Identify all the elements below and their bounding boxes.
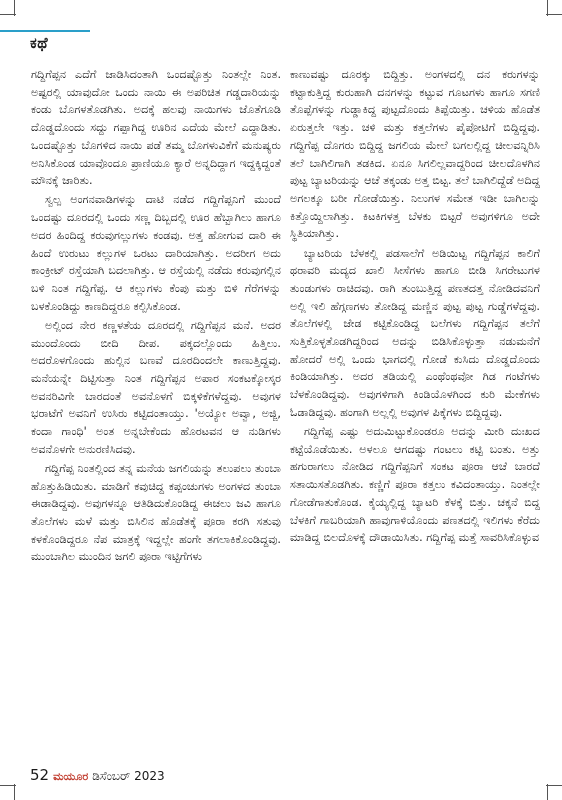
- paragraph: ಗದ್ದಿಗೆಪ್ಪನ ಎದೆಗೆ ಜಾಡಿಸಿದಂತಾಗಿ ಒಂದಷ್ಟೊತ್ತು ನಿಂತಲ್ಲೇ ನಿಂತ. ಅಷ್ಟರಲ್ಲಿ ಯಾವುದೋ ಒಂದು ನಾಯಿ ಈ ಅಪರಿಚಿತ ಗಡ್ಡದಾರಿಯನ್ನು ಕಂಡು ಬೊಗಳತೊಡಗಿತು. ಅದಕ್ಕೆ ಹಲವು ನಾಯಿಗಳು ಜೊತೆಗೂಡಿ ದೊಡ್ಡದೊಂದು ಸದ್ದು ಗಪ್ಪಾಗಿದ್ದ ಊರಿನ ಎದೆಯ ಮೇಲೆ ಎದ್ದಾಡಿತು. ಒಂದಷ್ಟೊತ್ತು ಬೊಗಳಿದ ನಾಯಿ ಪಡೆ ತಮ್ಮ ಬೊಗಳುವಿಕೆಗೆ ಮನುಷ್ಯರು ಅನಿಸಿಕೊಂಡ ಯಾವೊಂದೂ ಪ್ರಾಣಿಯೂ ಕ್ಯಾರೆ ಅನ್ನದಿದ್ದಾಗ ಇದ್ದಕ್ಕಿದ್ದಂತೆ ಮೌನಕ್ಕೆ ಜಾರಿತು.: [31, 68, 281, 188]
- paragraph: ಗದ್ದಿಗೆಪ್ಪ ಎಷ್ಟು ಅದುಮಿಟ್ಟುಕೊಂಡರೂ ಅದನ್ನು ಮೀರಿ ದುಃಖದ ಕಟ್ಟೆಯೊಡೆಯಿತು. ಅಳಲೂ ಆಗದಷ್ಟು ಗಂಟಲು ಕಟ್ಟಿ ಬಂತು. ಅತ್ತು ಹಗುರಾಗಲು ನೋಡಿದ ಗದ್ದಿಗೆಪ್ಪನಿಗೆ ಸಂಕಟ ಪೂರಾ ಆಚೆ ಬಾರದೆ ಸತಾಯಿಸತೊಡಗಿತು. ಕಣ್ಣಿಗೆ ಪೂರಾ ಕತ್ತಲು ಕವಿದಂತಾಯ್ತು. ನಿಂತಲ್ಲೇ ಗೋಡೆಗಾತುಕೊಂಡ. ಕೈಯ್ಯಲ್ಲಿದ್ದ ಬ್ಯಾಟರಿ ಕೆಳಕ್ಕೆ ಬಿತ್ತು. ಚಕ್ಕನೆ ಬಿದ್ದ ಬೆಳಕಿಗೆ ಗಾಬರಿಯಾಗಿ ಹಾವುಗಾಳಿಯೊಂದು ಪಣತದಲ್ಲಿ ಇಲಿಗಳು ಕೆರೆದು ಮಾಡಿದ್ದ ಬಿಲದೊಳಕ್ಕೆ ದೌಡಾಯಿಸಿತು. ಗದ್ದಿಗೆಪ್ಪ ಮತ್ತೆ ಸಾವರಿಸಿಕೊಳ್ಳುವ: [290, 425, 540, 545]
- page-footer: [30, 766, 165, 784]
- paragraph: ಅಲ್ಲಿಂದ ನೇರ ಕಣ್ಣಳತೆಯ ದೂರದಲ್ಲಿ ಗದ್ದಿಗೆಪ್ಪನ ಮನೆ. ಅದರ ಮುಂದೊಂದು ಬೀದಿ ದೀಪ. ಪಕ್ಕದಲ್ಲೊಂದು ಹಿತ್ತಿಲು. ಅದರೊಳಗೊಂದು ಹುಲ್ಲಿನ ಬಣವೆ ದೂರದಿಂದಲೇ ಕಾಣುತ್ತಿದ್ದವು. ಮನೆಯನ್ನೇ ದಿಟ್ಟಿಸುತ್ತಾ ನಿಂತ ಗದ್ದಿಗೆಪ್ಪನ ಅಪಾರ ಸಂಕಟಕ್ಕೋಸ್ಕರ ಅವನರಿವಿಗೇ ಬಾರದಂತೆ ಅವನೊಳಗೆ ಬಿಕ್ಕಳಿಕೆಗಳೆದ್ದವು. ಅವುಗಳ ಭರಾಟೆಗೆ ಅವನಿಗೆ ಉಸಿರು ಕಟ್ಟಿದಂತಾಯ್ತು. 'ಅಯ್ಯೋ ಅವ್ವಾ, ಅಜ್ಜಿ, ಕಂದಾ ಗಾಂಧಿ' ಅಂತ ಅನ್ನಬೇಕೆಂದು ಹೊರಟವನ ಆ ನುಡಿಗಳು ಅವನೊಳಗೇ ಅನುರಣಿಸಿದವು.: [31, 318, 281, 456]
- paragraph: ಬ್ಯಾಟರಿಯ ಬೆಳಕಲ್ಲಿ ಪಡಸಾಲೆಗೆ ಅಡಿಯಿಟ್ಟ ಗದ್ದಿಗೆಪ್ಪನ ಕಾಲಿಗೆ ಥರಾವರಿ ಮದ್ಯದ ಖಾಲಿ ಸೀಸೆಗಳು ಹಾಗೂ ಬೀಡಿ ಸಿಗರೇಟುಗಳ ತುಂಡುಗಳು ರಾಚಿದವು. ರಾಗಿ ತುಂಬುತ್ತಿದ್ದ ಪಣತದತ್ತ ನೋಡಿದವನಿಗೆ ಅಲ್ಲಿ ಇಲಿ ಹೆಗ್ಗಣಗಳು ತೋಡಿದ್ದ ಮಣ್ಣಿನ ಪುಟ್ಟ ಪುಟ್ಟ ಗುಡ್ಡೆಗಳೆದ್ದವು. ತೊಲೆಗಳಲ್ಲಿ ಜೇಡ ಕಟ್ಟಿಕೊಂಡಿದ್ದ ಬಲೆಗಳು ಗದ್ದಿಗೆಪ್ಪನ ತಲೆಗೆ ಸುತ್ತಿಕೊಳ್ಳತೊಡಗಿದ್ದರಿಂದ ಅದನ್ನು ಬಿಡಿಸಿಕೊಳ್ಳುತ್ತಾ ನಡುಮನೆಗೆ ಹೋದರೆ ಅಲ್ಲಿ ಒಂದು ಭಾಗದಲ್ಲಿ ಗೋಡೆ ಕುಸಿದು ದೊಡ್ಡದೊಂದು ಕಿಂಡಿಯಾಗಿತ್ತು. ಅದರ ತಡಿಯಲ್ಲಿ ಎಂಥೆಂಥವೋ ಗಿಡ ಗಂಟೆಗಳು ಬೆಳಕೊಂಡಿದ್ದವು. ಅವುಗಳಿಗಾಗಿ ಕಿಂಡಿಯೊಳಗಿಂದ ಕುರಿ ಮೇಕೆಗಳು ಓಡಾಡಿದ್ದವು. ಹಂಗಾಗಿ ಅಲ್ಲಲ್ಲಿ ಅವುಗಳ ಪಿಕ್ಕೆಗಳು ಬಿದ್ದಿದ್ದವು.: [290, 246, 540, 419]
- page-number: 52: [30, 766, 50, 784]
- magazine-name: ಮಯೂರ: [53, 770, 89, 783]
- paragraph: ಕಾಣುವಷ್ಟು ದೂರಕ್ಕು ಬಿದ್ದಿತ್ತು. ಅಂಗಳದಲ್ಲಿ ದನ ಕರುಗಳನ್ನು ಕಟ್ಟಾಕುತ್ತಿದ್ದ ಕುರುಹಾಗಿ ದನಗಳನ್ನು ಕಟ್ಟುವ ಗೂಟಗಳು ಹಾಗೂ ಸಗಣಿ ತೊಪ್ಪೆಗಳನ್ನು ಗುಡ್ಡಾಕಿದ್ದ ಪುಟ್ಟದೊಂದು ತಿಪ್ಪೆಯಿತ್ತು. ಚಳಿಯ ಹೊಡೆತ ಏರುತ್ತಲೇ ಇತ್ತು. ಚಳಿ ಮತ್ತು ಕತ್ತಲೆಗಳು ಪೈಪೋಟಿಗೆ ಬಿದ್ದಿದ್ದವು. ಗದ್ದಿಗೆಪ್ಪ ದೊಗರು ಬಿದ್ದಿದ್ದ ಜಗಲಿಯ ಮೇಲೆ ಬಗಲಲ್ಲಿದ್ದ ಚೀಲವನ್ನಿರಿಸಿ ತಲೆ ಬಾಗಿಲಿಗಾಗಿ ತಡಕಿದ. ಏನೂ ಸಿಗಲಿಲ್ಲವಾದ್ದರಿಂದ ಚೀಲದೊಳಗಿನ ಪುಟ್ಟ ಬ್ಯಾಟರಿಯನ್ನು ಆಚೆ ತಕ್ಕಂಡು ಅತ್ತ ಬಿಟ್ಟ. ತಲೆ ಬಾಗಿಲಿದ್ದೆಡೆ ಅದಿದ್ದ ಅಗಲಕ್ಕೂ ಬರೀ ಗೋಡೆಯಿತ್ತು. ನಿಲುಗಳ ಸಮೇತ ಇಡೀ ಬಾಗಿಲನ್ನು ಕಿತ್ತೊಯ್ದಿಲಾಗಿತ್ತು. ಕಿಟಕಿಗಳತ್ತ ಬೆಳಕು ಬಿಟ್ಟರೆ ಅವುಗಳಿಗೂ ಅದೇ ಸ್ಥಿತಿಯಾಗಿತ್ತು.: [290, 68, 540, 241]
- paragraph: ಗದ್ದಿಗೆಪ್ಪ ನಿಂತಲ್ಲಿಂದ ತನ್ನ ಮನೆಯ ಜಗಲಿಯನ್ನು ತಲುಪಲು ತುಂಬಾ ಹೊತ್ತುಹಿಡಿಯಿತು. ಮಾಡಿಗೆ ಕವುಚಿದ್ದ ಕಪ್ಪಂಚುಗಳು ಅಂಗಳದ ತುಂಬಾ ಈಡಾಡಿದ್ದವು. ಅವುಗಳನ್ನೂ ಆತಿಡಿದುಕೊಂಡಿದ್ದ ಈಚಲು ಜವಿ ಹಾಗೂ ತೊಲೆಗಳು ಮಳೆ ಮತ್ತು ಬಿಸಿಲಿನ ಹೊಡೆತಕ್ಕೆ ಪೂರಾ ಕರಗಿ ಸತುವು ಕಳಕೊಂಡಿದ್ದರೂ ನೆಪ ಮಾತ್ರಕ್ಕೆ ಇದ್ದಲ್ಲೇ ಹಂಗೇ ತಗಲಾಕಿಕೊಂಡಿದ್ದವು. ಮುಂಬಾಗಿಲ ಮುಂದಿನ ಜಗಲಿ ಪೂರಾ ಇಟ್ಟಿಗೆಗಳು: [31, 461, 281, 564]
- issue-date: ಡಿಸೆಂಬರ್ 2023: [92, 769, 165, 783]
- right-column: [290, 66, 540, 766]
- left-column: [31, 66, 281, 766]
- section-rule: [0, 30, 90, 32]
- section-title: ಕಥೆ: [30, 34, 49, 52]
- paragraph: ಸ್ವಲ್ಪ ಅಂಗನವಾಡಿಗಳನ್ನು ದಾಟಿ ನಡೆದ ಗದ್ದಿಗೆಪ್ಪನಿಗೆ ಮುಂದೆ ಒಂದಷ್ಟು ದೂರದಲ್ಲಿ ಒಂದು ಸಣ್ಣ ದಿಬ್ಬದಲ್ಲಿ ಊರ ಹೆಬ್ಬಾಗಿಲು ಹಾಗೂ ಅದರ ಹಿಂದಿದ್ದ ಕರುವುಗಲ್ಲುಗಳು ಕಂಡವು. ಅತ್ತ ಹೋಗುವ ದಾರಿ ಈ ಹಿಂದೆ ಉರುಟು ಕಲ್ಲುಗಳ ಒರಟು ದಾರಿಯಾಗಿತ್ತು. ಅದರೀಗ ಅದು ಕಾಂಕ್ರೀಟ್ ರಸ್ತೆಯಾಗಿ ಬದಲಾಗಿತ್ತು. ಆ ರಸ್ತೆಯಲ್ಲಿ ನಡೆದು ಕರುವುಗಲ್ಲಿನ ಬಳಿ ನಿಂತ ಗದ್ದಿಗೆಪ್ಪ. ಆ ಕಲ್ಲುಗಳು ಕೆಂಪು ಮತ್ತು ಬಿಳಿ ಗೆರೆಗಳನ್ನು ಬಳಕೊಂಡಿದ್ದು ಕಾಣದಿದ್ದರೂ ಕಲ್ಪಿಸಿಕೊಂಡ.: [31, 193, 281, 313]
